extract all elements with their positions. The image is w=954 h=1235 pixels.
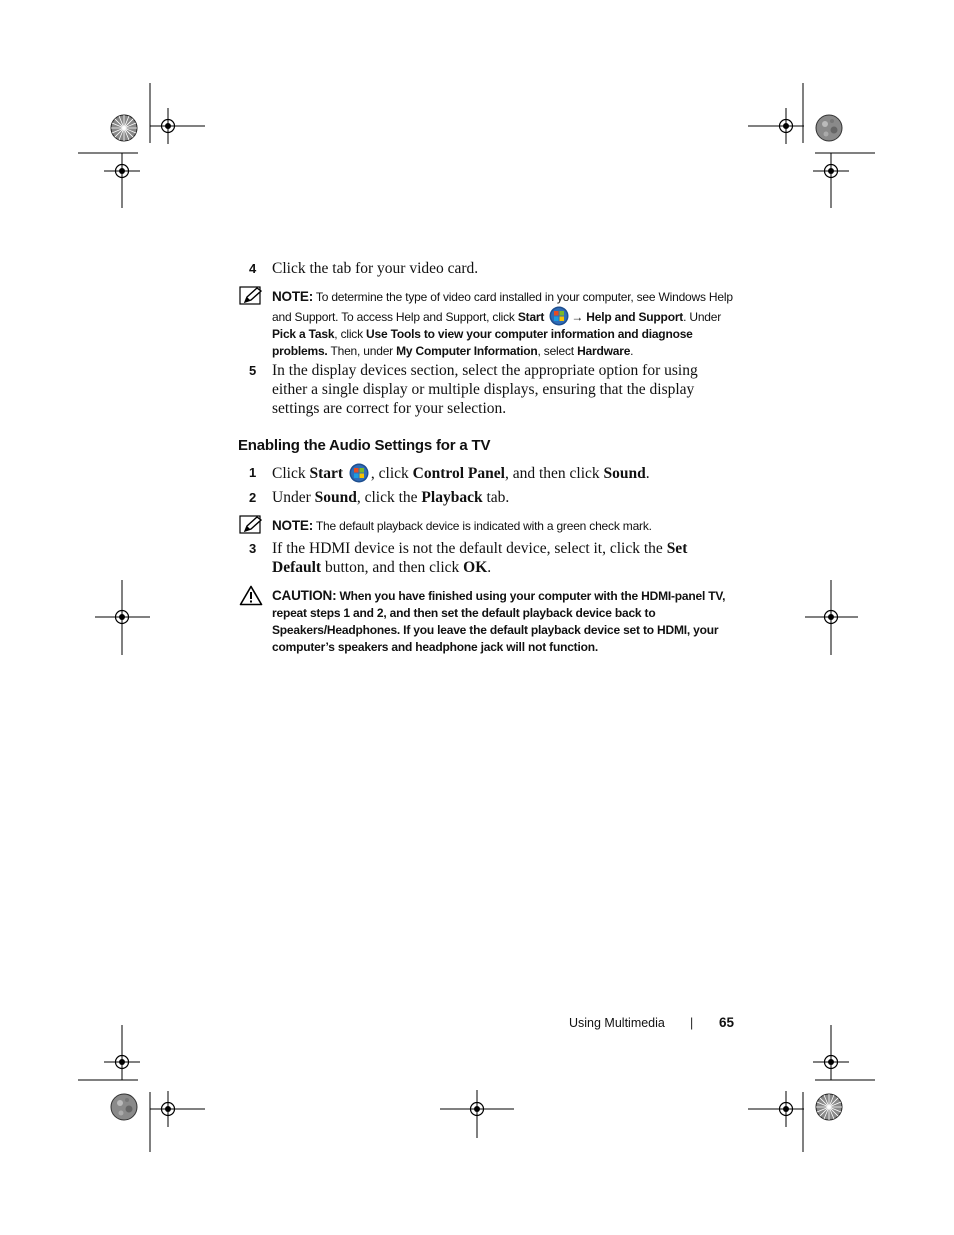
step-number: 3 xyxy=(249,541,257,556)
step-number: 5 xyxy=(249,363,257,378)
step-body: If the HDMI device is not the default device, select it, click the xyxy=(272,540,667,557)
crop-mark-icon xyxy=(78,1025,205,1152)
step-body: . xyxy=(487,559,492,576)
step-body: tab. xyxy=(482,489,510,506)
my-computer-info-ref: My Computer Information xyxy=(396,344,538,358)
section-heading: Enabling the Audio Settings for a TV xyxy=(238,437,491,454)
note-body: Then, under xyxy=(327,344,397,358)
caution-label: CAUTION: xyxy=(272,588,337,603)
note-label: NOTE: xyxy=(272,518,313,533)
crop-mark-icon xyxy=(440,1090,514,1138)
note-body: . xyxy=(630,344,634,358)
note-body: , click xyxy=(334,327,367,341)
use-tools-ref: Use Tools to view your computer information and diagnose problems. xyxy=(272,327,693,358)
step-text: Click the tab for your video card. xyxy=(272,260,479,277)
note-pencil-icon xyxy=(239,515,263,535)
footer-separator: | xyxy=(690,1016,694,1030)
step-body: , click xyxy=(370,465,413,482)
step-text xyxy=(272,488,742,507)
step-body: . xyxy=(645,465,650,482)
step-body: button, and then click xyxy=(321,559,464,576)
caution-body: When you have finished using your computer with the HDMI-panel TV, repeat steps 1 and 2, and then set the default playback device back to Speakers/Headphones. If you leave the default playback device set to HDMI, your computer’s speakers and headphone jack will not function. xyxy=(272,589,726,654)
arrow: → xyxy=(571,310,584,324)
step-number: 4 xyxy=(249,261,257,276)
caution-text xyxy=(272,587,742,656)
start-ref: Start xyxy=(517,310,545,324)
note-text xyxy=(272,517,738,535)
step-body: , click the xyxy=(356,489,422,506)
ok-ref: OK xyxy=(463,559,488,576)
step-body: , and then click xyxy=(504,465,604,482)
step-number: 1 xyxy=(249,465,257,480)
footer-section-title: Using Multimedia xyxy=(569,1016,665,1030)
page-number: 65 xyxy=(719,1015,735,1030)
caution-triangle-icon xyxy=(239,585,263,606)
crop-mark-icon xyxy=(748,1025,875,1152)
sound-ref: Sound xyxy=(603,465,646,482)
step-body: Under xyxy=(272,489,315,506)
note-label: NOTE: xyxy=(272,289,313,304)
step-number: 2 xyxy=(249,490,257,505)
step-body: Click xyxy=(272,465,310,482)
hardware-ref: Hardware xyxy=(577,344,631,358)
windows-start-orb-icon xyxy=(549,306,569,326)
windows-start-orb-icon xyxy=(349,463,369,483)
pick-task-ref: Pick a Task xyxy=(272,327,335,341)
note-body: To determine the type of video card installed in your computer, see Windows Help and Support. To access Help and Support, click xyxy=(272,290,733,324)
note-body: The default playback device is indicated with a green check mark. xyxy=(313,519,652,533)
control-panel-ref: Control Panel xyxy=(412,465,505,482)
crop-mark-icon xyxy=(748,83,875,208)
help-ref: Help and Support xyxy=(583,310,684,324)
step-text: In the display devices section, select the appropriate option for using either a single display or multiple displays, ensuring that the display settings are correct for your selection. xyxy=(272,362,698,417)
playback-ref: Playback xyxy=(421,489,483,506)
note-pencil-icon xyxy=(239,286,263,306)
step-text xyxy=(272,539,712,577)
crop-mark-icon xyxy=(95,580,150,655)
note-text xyxy=(272,288,738,360)
note-body: , select xyxy=(537,344,578,358)
set-default-ref: Set Default xyxy=(272,540,688,576)
crop-mark-icon xyxy=(78,83,205,208)
step-text xyxy=(272,463,742,483)
crop-mark-icon xyxy=(805,580,858,655)
sound-ref: Sound xyxy=(314,489,357,506)
start-ref: Start xyxy=(309,465,344,482)
note-body: . Under xyxy=(683,310,722,324)
